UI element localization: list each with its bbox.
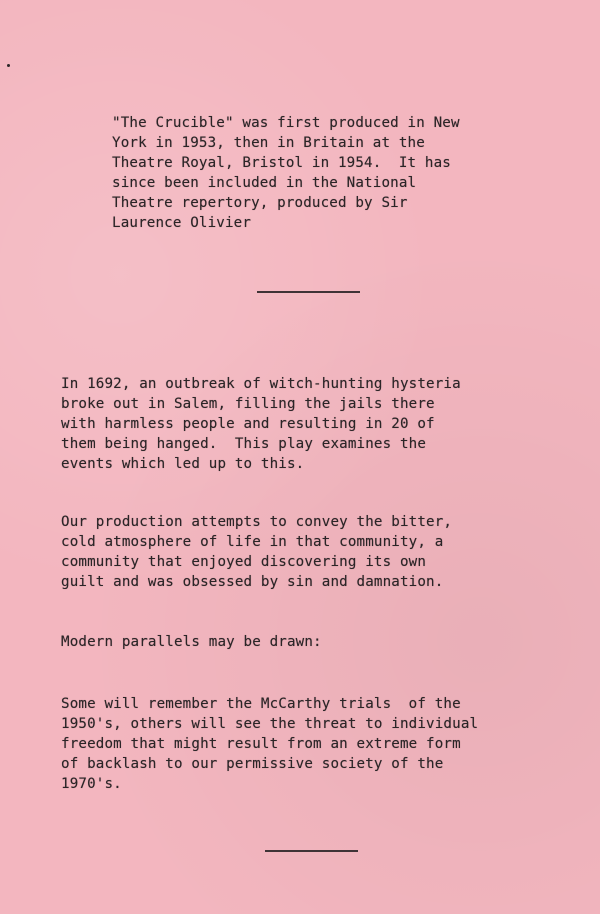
historical-background-paragraph: In 1692, an outbreak of witch-hunting hysteria broke out in Salem, filling the jails there with harmless people and resulting in 20 of them being hanged. This play examines the events which led up to this. — [61, 376, 461, 472]
section-divider — [257, 291, 360, 293]
production-intent-paragraph: Our production attempts to convey the bitter, cold atmosphere of life in that community, a community that enjoyed discovering its own guilt and was obsessed by sin and damnation. — [61, 514, 453, 590]
modern-parallels-heading: Modern parallels may be drawn: — [61, 634, 322, 650]
modern-parallels-paragraph: Some will remember the McCarthy trials of the 1950's, others will see the threat to individual freedom that might result from an extreme form of backlash to our permissive society of the 1970's. — [61, 696, 479, 792]
production-history-paragraph: "The Crucible" was first produced in New York in 1953, then in Britain at the Theatre Royal, Bristol in 1954. It has since been included in the National Theatre repertory, produced by Sir Laurence Olivier — [112, 115, 460, 231]
closing-divider — [265, 850, 358, 852]
ink-speck — [7, 64, 10, 67]
